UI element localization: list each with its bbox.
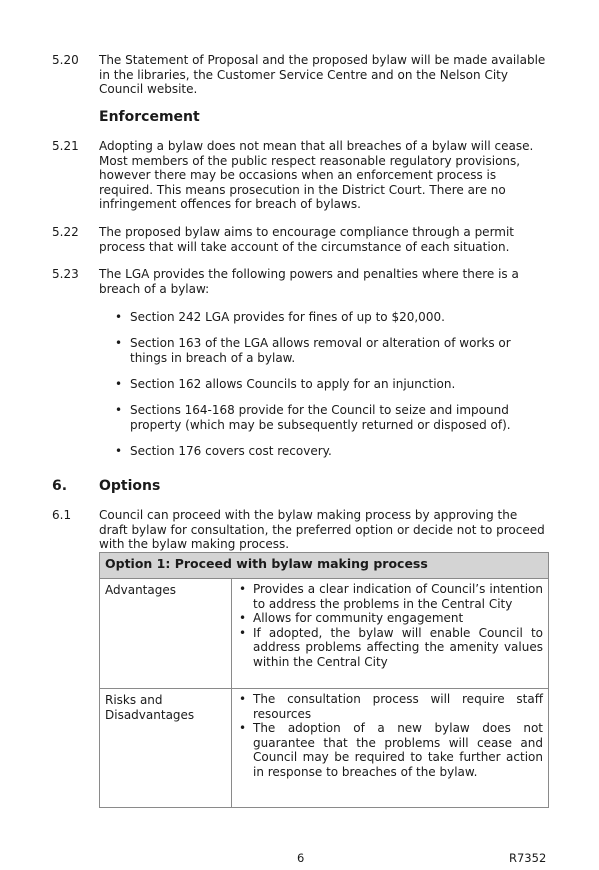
section-title: Options	[99, 478, 161, 494]
risks-list	[237, 692, 543, 779]
section-number: 6.	[52, 478, 68, 494]
risks-cell	[232, 689, 549, 808]
list-item: • Allows for community engagement	[237, 611, 543, 626]
list-item: • The consultation process will require staff resources	[237, 692, 543, 721]
paragraph-text: The LGA provides the following powers and penalties where there is a breach of a bylaw:	[99, 267, 519, 296]
option-table-header: Option 1: Proceed with bylaw making process	[100, 553, 549, 579]
list-item: • Section 176 covers cost recovery.	[112, 444, 532, 459]
paragraph-text: The proposed bylaw aims to encourage compliance through a permit process that will take account of the circumstance of each situation.	[99, 225, 515, 254]
advantages-list	[237, 582, 543, 669]
powers-list	[112, 310, 532, 470]
option-1-table	[99, 552, 549, 808]
paragraph-text: Adopting a bylaw does not mean that all breaches of a bylaw will cease. Most members of the public respect reasonable regulatory provisions, however there may be occasions when an enforcement process is required. This means prosecution in the District Court. There are no infringement offences for breach of bylaws.	[99, 139, 534, 211]
advantages-label: Advantages	[100, 579, 232, 689]
page-number: 6	[297, 851, 305, 865]
advantages-cell	[232, 579, 549, 689]
list-item: • Section 162 allows Councils to apply for an injunction.	[112, 377, 532, 392]
paragraph-text: The Statement of Proposal and the proposed bylaw will be made available in the libraries, the Customer Service Centre and on the Nelson City Council website.	[99, 53, 546, 96]
list-item: • Provides a clear indication of Council’s intention to address the problems in the Central City	[237, 582, 543, 611]
risks-label: Risks and Disadvantages	[100, 689, 232, 808]
paragraph-number: 5.20	[52, 53, 79, 67]
enforcement-heading: Enforcement	[99, 109, 200, 125]
list-item: • Section 163 of the LGA allows removal or alteration of works or things in breach of a bylaw.	[112, 336, 532, 366]
document-reference: R7352	[509, 851, 547, 865]
paragraph-number: 6.1	[52, 508, 72, 522]
paragraph-number: 5.22	[52, 225, 79, 239]
list-item: • If adopted, the bylaw will enable Council to address problems affecting the amenity values within the Central City	[237, 626, 543, 670]
list-item: • Sections 164-168 provide for the Council to seize and impound property (which may be subsequently returned or disposed of).	[112, 403, 532, 433]
paragraph-number: 5.23	[52, 267, 79, 281]
paragraph-text: Council can proceed with the bylaw making process by approving the draft bylaw for consultation, the preferred option or decide not to proceed with the bylaw making process.	[99, 508, 545, 551]
list-item: • The adoption of a new bylaw does not guarantee that the problems will cease and Council may be required to take further action in response to breaches of the bylaw.	[237, 721, 543, 779]
paragraph-number: 5.21	[52, 139, 79, 153]
list-item: • Section 242 LGA provides for fines of up to $20,000.	[112, 310, 532, 325]
